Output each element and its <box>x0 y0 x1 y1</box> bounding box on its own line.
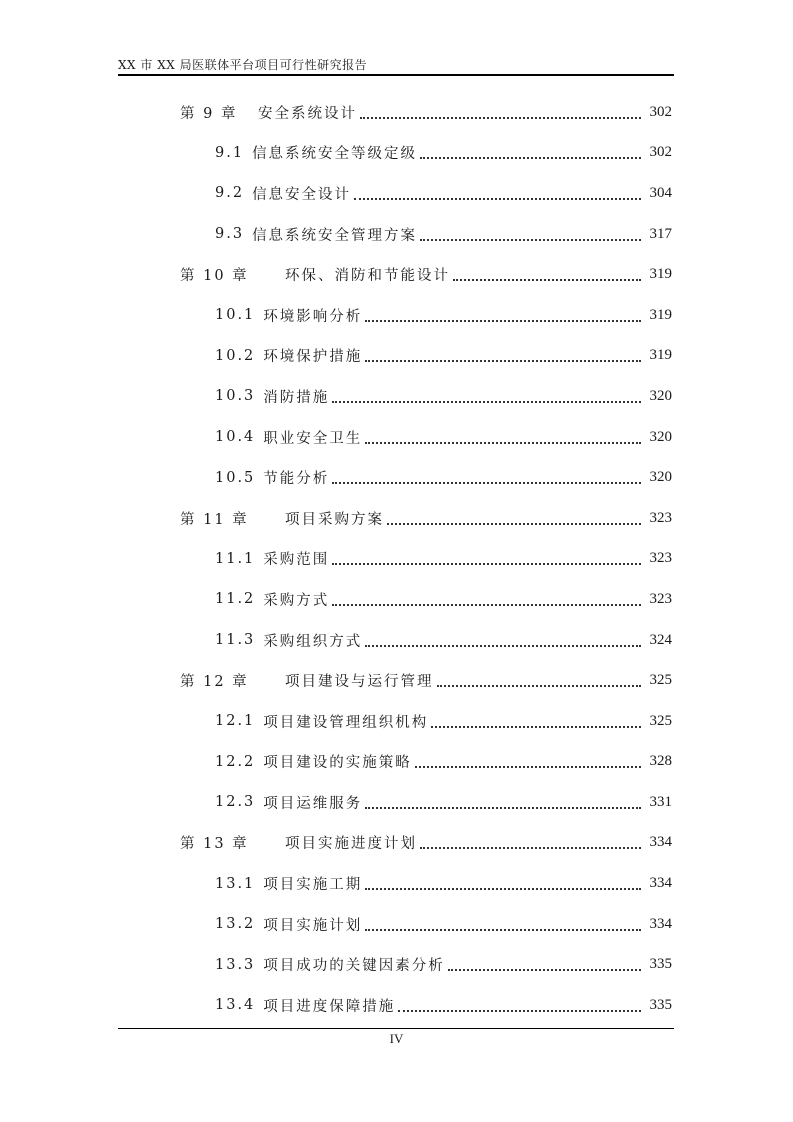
toc-entry-page: 320 <box>649 469 672 486</box>
toc-leader-dots <box>437 684 642 687</box>
page-header: XX 市 XX 局医联体平台项目可行性研究报告 <box>118 58 368 72</box>
toc-leader-dots <box>365 644 641 647</box>
toc-entry-title: 采购方式 <box>263 592 330 609</box>
footer-rule <box>118 1028 674 1029</box>
toc-entry-page: 323 <box>649 590 672 607</box>
toc-entry-number: 11.2 <box>215 591 256 608</box>
toc-entry-page: 319 <box>649 306 672 323</box>
toc-entry-number: 12.3 <box>215 794 256 811</box>
table-of-contents <box>0 92 793 1026</box>
toc-entry-title: 环境保护措施 <box>263 349 363 366</box>
toc-entry-page: 323 <box>649 509 672 526</box>
toc-section-entry[interactable] <box>0 417 793 458</box>
toc-entry-number: 13.2 <box>215 916 256 933</box>
toc-entry-title: 安全系统设计 <box>258 105 357 122</box>
toc-entry-page: 334 <box>649 875 672 892</box>
toc-entry-title: 信息系统安全管理方案 <box>252 227 418 244</box>
toc-section-entry[interactable] <box>0 863 793 904</box>
toc-entry-number: 第 10 章 <box>180 268 249 285</box>
toc-entry-title: 项目采购方案 <box>285 511 384 528</box>
toc-entry-number: 13.4 <box>215 997 256 1014</box>
toc-section-entry[interactable] <box>0 904 793 945</box>
toc-section-entry[interactable] <box>0 457 793 498</box>
toc-entry-page: 328 <box>649 753 672 770</box>
toc-entry-title: 项目建设管理组织机构 <box>263 714 429 731</box>
toc-leader-dots <box>365 887 641 890</box>
toc-section-entry[interactable] <box>0 620 793 661</box>
toc-entry-title: 项目建设与运行管理 <box>285 674 434 691</box>
toc-entry-page: 323 <box>649 550 672 567</box>
toc-entry-page: 319 <box>649 266 672 283</box>
toc-entry-title: 节能分析 <box>263 471 330 488</box>
toc-leader-dots <box>365 319 641 322</box>
toc-section-entry[interactable] <box>0 782 793 823</box>
toc-entry-number: 10.2 <box>215 347 256 364</box>
toc-entry-number: 10.4 <box>215 429 256 446</box>
toc-entry-title: 采购组织方式 <box>263 633 363 650</box>
toc-entry-page: 324 <box>649 631 672 648</box>
toc-leader-dots <box>332 562 641 565</box>
toc-entry-number: 9.3 <box>215 226 245 243</box>
toc-section-entry[interactable] <box>0 173 793 214</box>
toc-entry-title: 项目实施计划 <box>263 917 363 934</box>
toc-entry-number: 9.2 <box>215 185 245 202</box>
toc-entry-title: 项目实施工期 <box>263 877 363 894</box>
toc-entry-page: 320 <box>649 428 672 445</box>
toc-entry-page: 335 <box>649 996 672 1013</box>
toc-section-entry[interactable] <box>0 539 793 580</box>
toc-leader-dots <box>332 603 641 606</box>
toc-entry-number: 11.3 <box>215 632 256 649</box>
toc-entry-number: 10.5 <box>215 469 256 486</box>
toc-entry-number: 12.1 <box>215 713 256 730</box>
toc-entry-number: 10.3 <box>215 388 256 405</box>
toc-leader-dots <box>387 522 641 525</box>
toc-entry-title: 项目实施进度计划 <box>285 836 417 853</box>
page-number: IV <box>389 1031 404 1046</box>
toc-entry-title: 项目进度保障措施 <box>263 998 396 1015</box>
toc-entry-title: 项目运维服务 <box>263 795 363 812</box>
toc-entry-page: 334 <box>649 915 672 932</box>
toc-leader-dots <box>360 116 641 119</box>
toc-section-entry[interactable] <box>0 579 793 620</box>
toc-entry-number: 9.1 <box>215 144 245 161</box>
toc-entry-page: 320 <box>649 387 672 404</box>
toc-section-entry[interactable] <box>0 742 793 783</box>
toc-entry-title: 项目建设的实施策略 <box>263 755 412 772</box>
toc-leader-dots <box>420 238 641 241</box>
toc-entry-number: 11.1 <box>215 550 256 567</box>
toc-entry-number: 第 13 章 <box>180 836 249 853</box>
toc-entry-number: 13.3 <box>215 956 256 973</box>
toc-entry-number: 13.1 <box>215 875 256 892</box>
toc-section-entry[interactable] <box>0 944 793 985</box>
toc-leader-dots <box>431 725 641 728</box>
toc-leader-dots <box>420 846 641 849</box>
toc-entry-title: 职业安全卫生 <box>263 430 363 447</box>
toc-chapter-entry[interactable] <box>0 823 793 864</box>
toc-chapter-entry[interactable] <box>0 92 793 133</box>
header-rule <box>118 74 674 76</box>
toc-leader-dots <box>332 400 641 403</box>
toc-section-entry[interactable] <box>0 214 793 255</box>
toc-chapter-entry[interactable] <box>0 254 793 295</box>
toc-entry-title: 环保、消防和节能设计 <box>285 268 450 285</box>
toc-leader-dots <box>453 278 641 281</box>
toc-leader-dots <box>365 359 641 362</box>
toc-section-entry[interactable] <box>0 376 793 417</box>
toc-entry-page: 331 <box>649 793 672 810</box>
toc-section-entry[interactable] <box>0 985 793 1026</box>
toc-entry-number: 第 12 章 <box>180 674 249 691</box>
toc-section-entry[interactable] <box>0 133 793 174</box>
toc-leader-dots <box>354 197 641 200</box>
toc-leader-dots <box>420 156 641 159</box>
toc-entry-number: 第 11 章 <box>180 511 249 528</box>
toc-section-entry[interactable] <box>0 701 793 742</box>
toc-leader-dots <box>398 1009 641 1012</box>
toc-entry-page: 302 <box>649 144 672 161</box>
toc-entry-title: 信息安全设计 <box>252 186 352 203</box>
toc-leader-dots <box>365 806 641 809</box>
toc-entry-page: 319 <box>649 347 672 364</box>
toc-section-entry[interactable] <box>0 295 793 336</box>
toc-leader-dots <box>448 968 641 971</box>
toc-entry-page: 304 <box>649 184 672 201</box>
toc-leader-dots <box>415 765 641 768</box>
toc-entry-page: 302 <box>649 103 672 120</box>
toc-entry-page: 325 <box>649 712 672 729</box>
toc-entry-page: 335 <box>649 956 672 973</box>
toc-entry-page: 334 <box>649 834 672 851</box>
toc-entry-number: 10.1 <box>215 307 256 324</box>
toc-leader-dots <box>365 928 641 931</box>
toc-entry-page: 317 <box>649 225 672 242</box>
toc-entry-title: 环境影响分析 <box>263 308 363 325</box>
toc-entry-title: 信息系统安全等级定级 <box>252 146 418 163</box>
toc-section-entry[interactable] <box>0 336 793 377</box>
toc-entry-title: 消防措施 <box>263 389 330 406</box>
toc-entry-number: 第 9 章 <box>180 105 238 122</box>
toc-entry-title: 项目成功的关键因素分析 <box>263 958 445 975</box>
toc-entry-page: 325 <box>649 672 672 689</box>
toc-entry-title: 采购范围 <box>263 552 330 569</box>
toc-chapter-entry[interactable] <box>0 498 793 539</box>
toc-entry-number: 12.2 <box>215 753 256 770</box>
toc-chapter-entry[interactable] <box>0 660 793 701</box>
toc-leader-dots <box>332 481 641 484</box>
toc-leader-dots <box>365 441 641 444</box>
